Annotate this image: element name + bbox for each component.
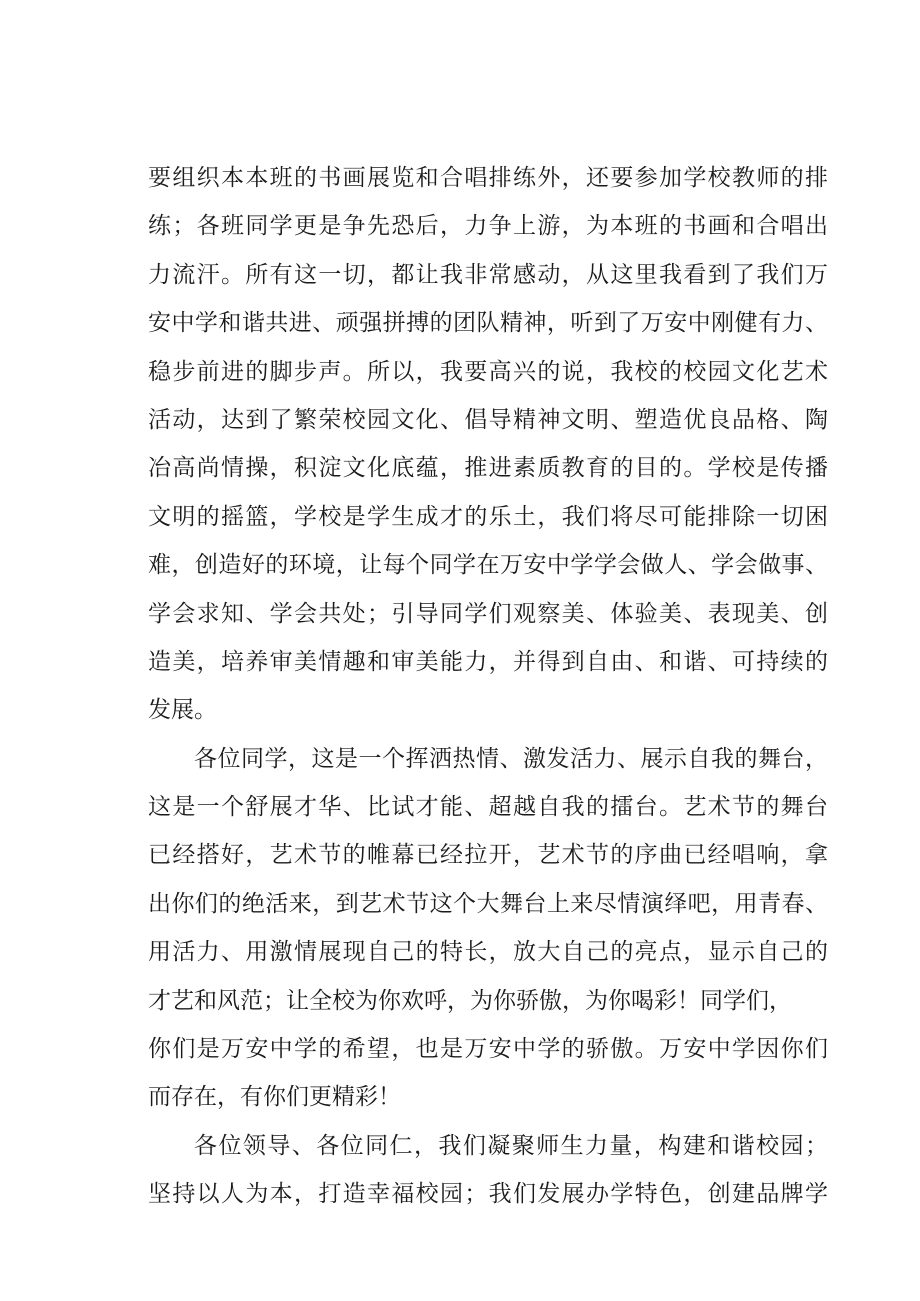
text-line: 用活力、用激情展现自己的特长，放大自己的亮点，显示自己的 (148, 939, 828, 966)
text-line: 坚持以人为本，打造幸福校园；我们发展办学特色，创建品牌学 (148, 1181, 828, 1208)
text-line: 而存在，有你们更精彩！ (148, 1084, 401, 1111)
text-line: 各位领导、各位同仁，我们凝聚师生力量，构建和谐校园； (194, 1132, 828, 1159)
text-line: 已经搭好，艺术节的帷幕已经拉开，艺术节的序曲已经唱响，拿 (148, 842, 828, 869)
body-text (148, 154, 828, 1219)
text-line: 你们是万安中学的希望，也是万安中学的骄傲。万安中学因你们 (148, 1036, 828, 1063)
text-line: 要组织本本班的书画展览和合唱排练外，还要参加学校教师的排 (148, 165, 828, 191)
text-line: 这是一个舒展才华、比试才能、超越自我的擂台。艺术节的舞台 (148, 794, 828, 821)
text-line: 力流汗。所有这一切，都让我非常感动，从这里我看到了我们万 (148, 261, 828, 288)
text-line: 稳步前进的脚步声。所以，我要高兴的说，我校的校园文化艺术 (148, 358, 828, 385)
text-line: 各位同学，这是一个挥洒热情、激发活力、展示自我的舞台， (194, 745, 828, 772)
text-line: 出你们的绝活来，到艺术节这个大舞台上来尽情演绎吧，用青春、 (148, 890, 828, 917)
text-line: 才艺和风范；让全校为你欢呼，为你骄傲，为你喝彩！同学们， (148, 987, 792, 1014)
text-line: 活动，达到了繁荣校园文化、倡导精神文明、塑造优良品格、陶 (148, 406, 828, 433)
paragraph (148, 1122, 828, 1219)
text-line: 造美，培养审美情趣和审美能力，并得到自由、和谐、可持续的 (148, 648, 828, 675)
text-line: 文明的摇篮，学校是学生成才的乐土，我们将尽可能排除一切困 (148, 503, 828, 530)
text-line: 学会求知、学会共处；引导同学们观察美、体验美、表现美、创 (148, 600, 828, 627)
text-line: 冶高尚情操，积淀文化底蕴，推进素质教育的目的。学校是传播 (148, 455, 828, 482)
paragraph (148, 735, 828, 1122)
text-line: 安中学和谐共进、顽强拼搏的团队精神，听到了万安中刚健有力、 (148, 310, 828, 337)
paragraph (148, 154, 828, 735)
text-line: 发展。 (148, 697, 217, 724)
text-line: 练；各班同学更是争先恐后，力争上游，为本班的书画和合唱出 (148, 213, 828, 240)
text-line: 难，创造好的环境，让每个同学在万安中学学会做人、学会做事、 (148, 552, 828, 579)
